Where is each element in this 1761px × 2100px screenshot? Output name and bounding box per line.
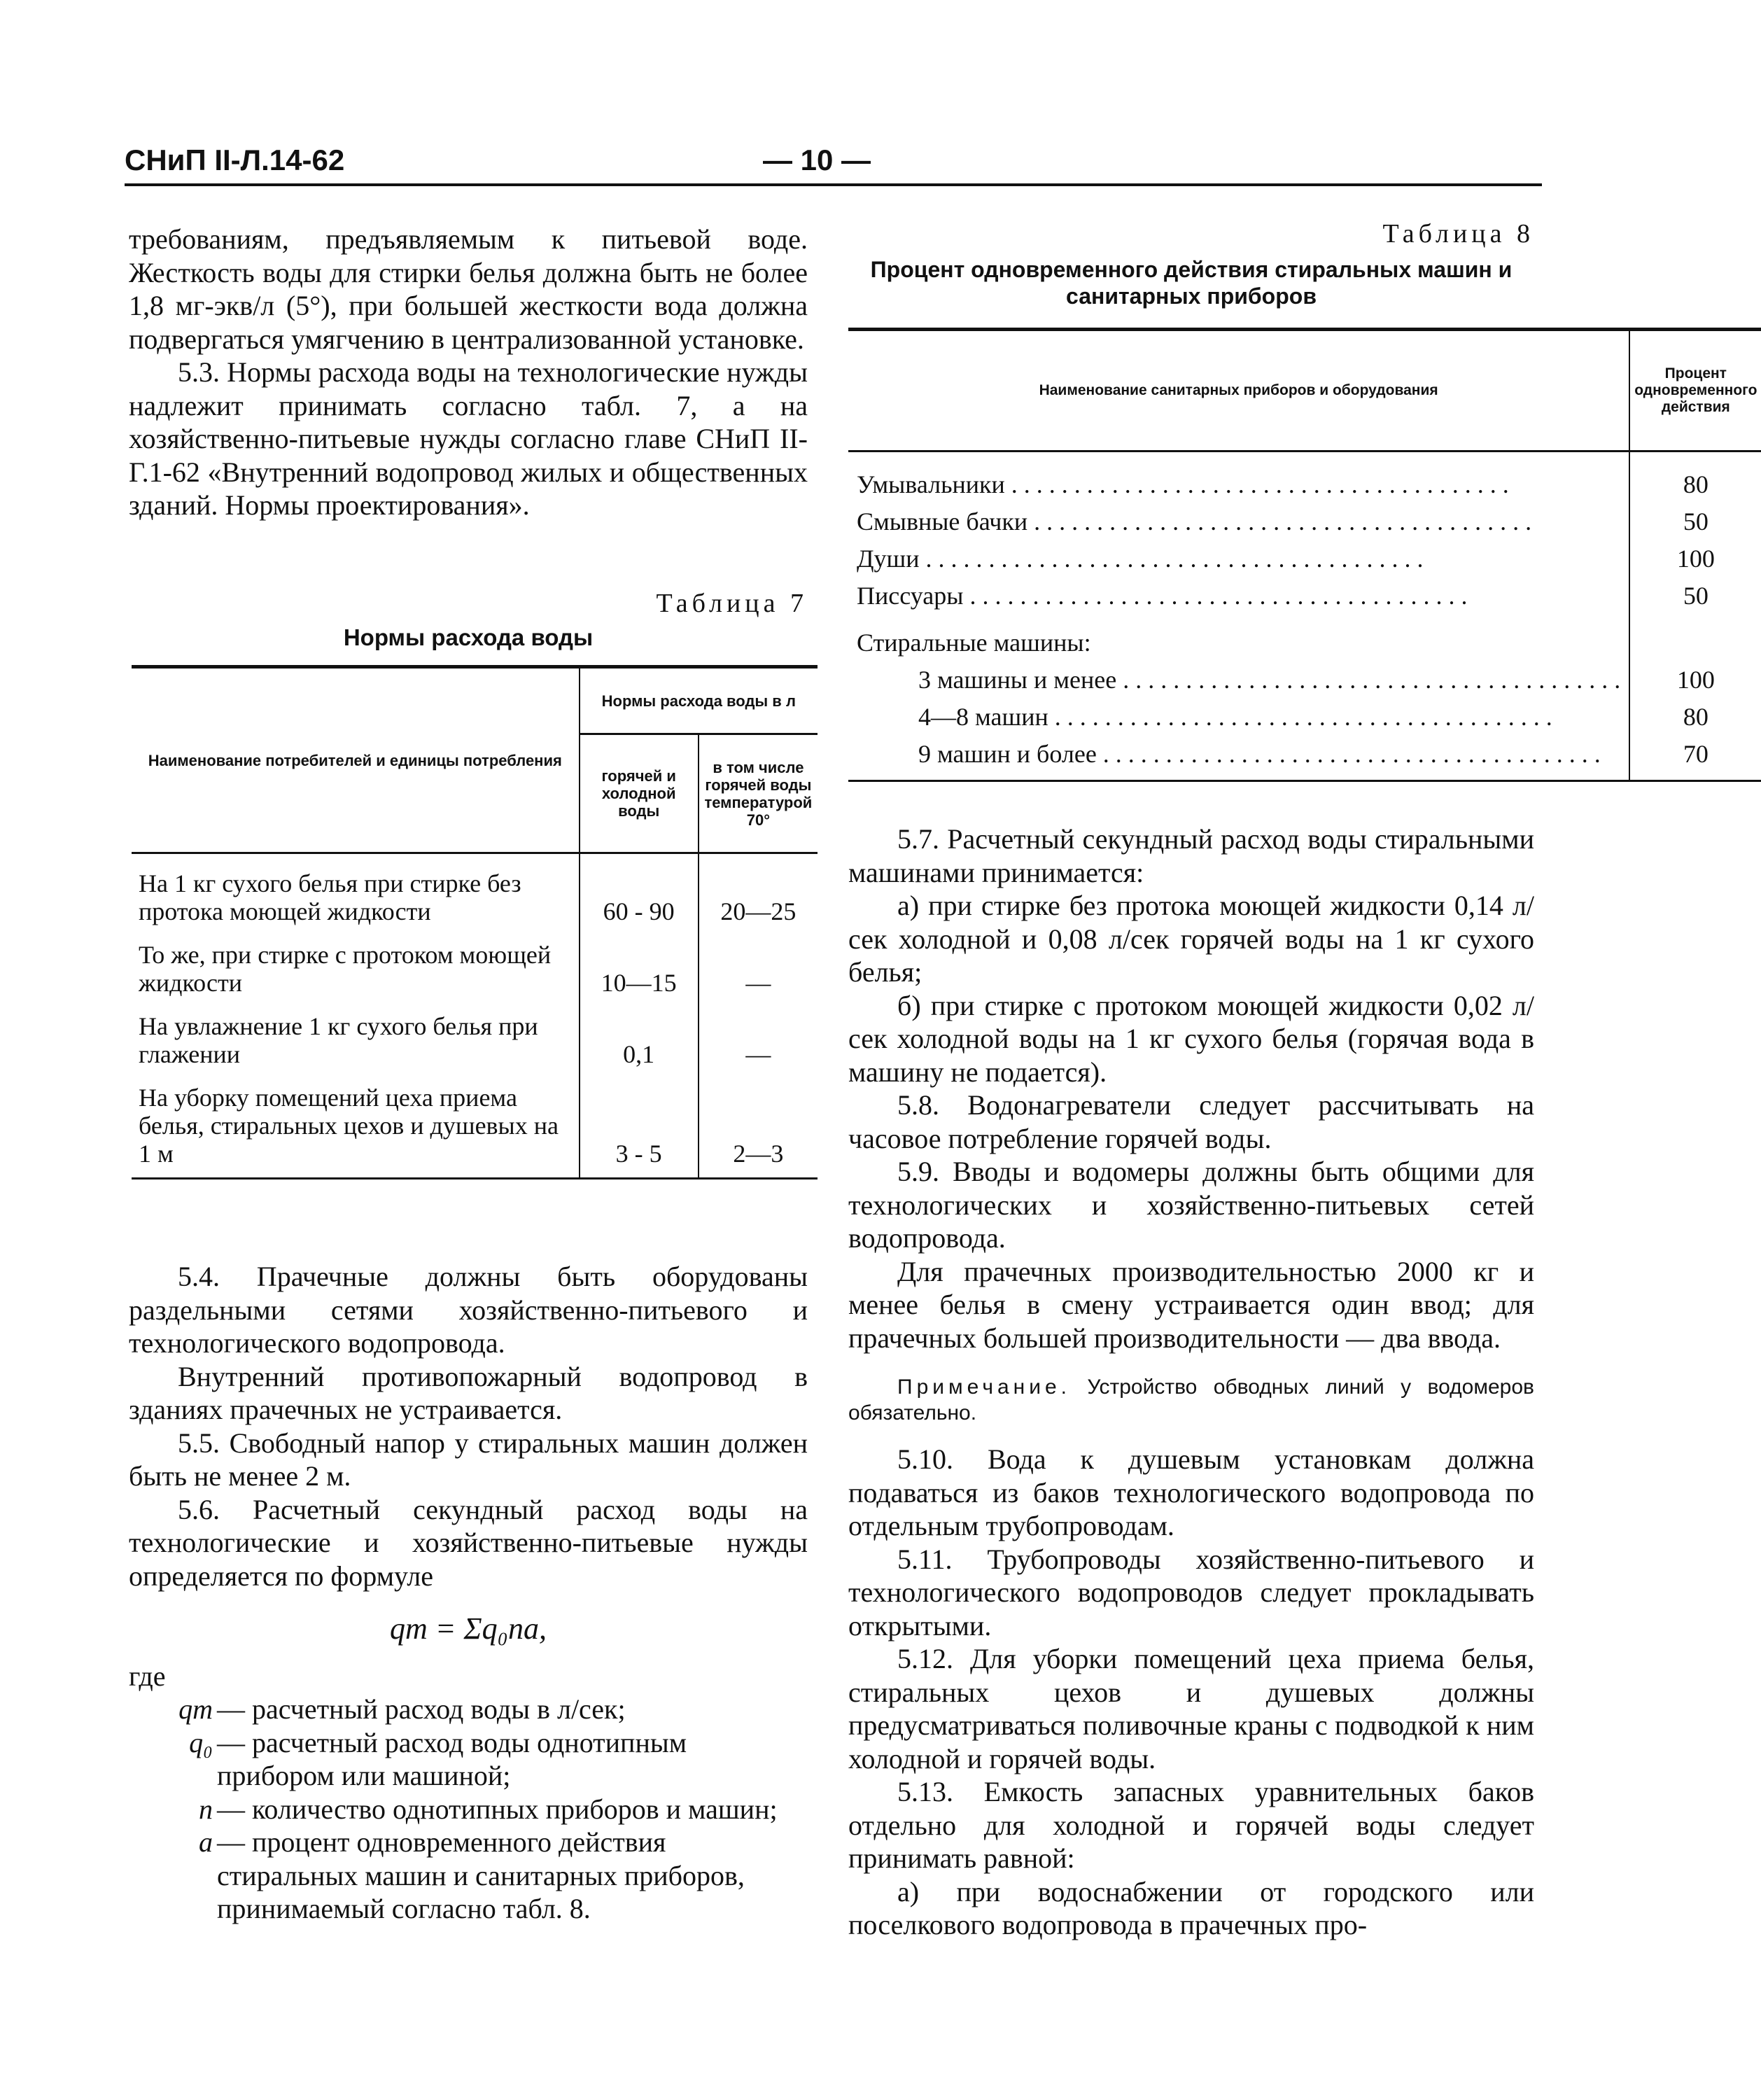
table-row <box>848 503 1761 540</box>
table7-head-name: Наименование потребителей и единицы потребления <box>132 667 580 853</box>
definition-text: — процент одновременного действия стиральных машин и санитарных приборов, принимаемый согласно табл. 8. <box>217 1826 745 1924</box>
note <box>848 1374 1534 1426</box>
table7-row-name: На уборку помещений цеха приема белья, стиральных цехов и душевых на 1 м <box>139 1084 559 1168</box>
definition-symbol: qт <box>178 1693 213 1725</box>
paragraph-5-7b: б) при стирке с протоком моющей жидкости 0,02 л/сек холодной воды на 1 кг сухого белья (горячая вода в машину не подается). <box>848 989 1534 1088</box>
right-column-lower <box>848 822 1534 1942</box>
table7-row-name: То же, при стирке с протоком моющей жидкости <box>139 941 552 997</box>
paragraph-5-13: 5.13. Емкость запасных уравнительных баков отдельно для холодной и горячей воды следует принимать равной: <box>848 1776 1534 1874</box>
definition-item <box>129 1793 808 1826</box>
table8-row-val: 50 <box>1683 582 1709 610</box>
table8-group-label: Стиральные машины: <box>848 615 1629 662</box>
paragraph-5-13a: а) при водоснабжении от городского или поселкового водопровода в прачечных про- <box>848 1875 1534 1940</box>
formula: qт = Σq₀na, <box>390 1611 547 1646</box>
table8-head-val: Процент одновременного действия <box>1629 330 1761 451</box>
table7-head-group: Нормы расхода воды в л <box>580 667 818 734</box>
definition-text: — расчетный расход воды однотипным прибором или машиной; <box>217 1726 687 1791</box>
table7-head-col1: горячей и холодной воды <box>580 734 699 853</box>
table7-row-v1: 10—15 <box>580 935 699 1007</box>
paragraph-5-12: 5.12. Для уборки помещений цеха приема белья, стиральных цехов и душевых должны предусматриваться поливочные краны с подводкой к ним холодной и горячей воды. <box>848 1643 1534 1774</box>
definition-text: — количество однотипных приборов и машин; <box>217 1793 778 1825</box>
left-column <box>129 223 808 522</box>
definition-symbol: n <box>199 1793 213 1825</box>
definition-item <box>129 1726 808 1793</box>
table7-row-v2: 2—3 <box>699 1078 818 1179</box>
where-label: где <box>129 1660 166 1692</box>
paragraph-5-3: 5.3. Нормы расхода воды на технологические нужды надлежит принимать согласно табл. 7, а на хозяйственно-питьевые нужды согласно главе СНиП II-Г.1-62 «Внутренний водопровод жилых и общественных зданий. Нормы проектирования». <box>129 356 808 521</box>
paragraph-5-7: 5.7. Расчетный секундный расход воды стиральными машинами принимается: <box>848 823 1534 888</box>
table8-row-val: 100 <box>1676 666 1715 694</box>
table-7 <box>132 665 818 1180</box>
table7-row-v2: — <box>745 1040 771 1068</box>
table-row <box>848 662 1761 699</box>
table8-row-val: 100 <box>1676 545 1715 573</box>
table8-row-val: 50 <box>1683 507 1709 536</box>
table-row <box>132 935 818 1007</box>
table-row <box>848 451 1761 504</box>
table7-caption: Таблица 7 <box>656 589 808 618</box>
definition-symbol: q₀ <box>189 1726 213 1758</box>
table8-caption: Таблица 8 <box>1382 219 1534 248</box>
table7-row-v2: — <box>745 969 771 997</box>
table8-row-name: Умывальники . . . <box>848 451 1629 504</box>
document-code: СНиП II-Л.14-62 <box>125 144 345 176</box>
table7-row-v1: 3 - 5 <box>580 1078 699 1179</box>
table-row <box>132 853 818 936</box>
table7-row-v1: 0,1 <box>580 1007 699 1078</box>
paragraph-5-4b: Внутренний противопожарный водопровод в зданиях прачечных не устраивается. <box>129 1360 808 1425</box>
paragraph-5-5: 5.5. Свободный напор у стиральных машин должен быть не менее 2 м. <box>129 1427 808 1492</box>
paragraph-5-9b: Для прачечных производительностью 2000 кг и менее белья в смену устраивается один ввод; для прачечных большей производительности — два ввода. <box>848 1255 1534 1354</box>
header-rule <box>125 183 1542 186</box>
table-row <box>848 540 1761 578</box>
table-row <box>848 615 1761 662</box>
note-label: Примечание. <box>897 1376 1071 1399</box>
left-column-lower <box>129 1260 808 1926</box>
table8-row-name: Души . . . <box>848 540 1629 578</box>
page-number: — 10 — <box>763 144 871 176</box>
table-row <box>132 1078 818 1179</box>
paragraph-5-7a: а) при стирке без протока моющей жидкости 0,14 л/сек холодной и 0,08 л/сек горячей воды на 1 кг сухого белья; <box>848 890 1534 988</box>
table-8 <box>848 328 1761 782</box>
paragraph-5-10: 5.10. Вода к душевым установкам должна подаваться из баков технологического водопровода по отдельным трубопроводам. <box>848 1443 1534 1541</box>
table7-row-name: На увлажнение 1 кг сухого белья при глажении <box>139 1012 538 1068</box>
table-row <box>848 736 1761 781</box>
table8-row-name: 3 машины и менее . . . <box>848 662 1629 699</box>
table8-row-name: Писсуары . . . <box>848 578 1629 615</box>
table8-row-name: Смывные бачки . . . <box>848 503 1629 540</box>
table-row <box>132 1007 818 1078</box>
paragraph-5-11: 5.11. Трубопроводы хозяйственно-питьевого и технологического водопроводов следует прокладывать открытыми. <box>848 1543 1534 1642</box>
table8-row-val: 80 <box>1683 470 1709 498</box>
paragraph-5-9: 5.9. Вводы и водомеры должны быть общими для технологических и хозяйственно-питьевых сетей водопровода. <box>848 1156 1534 1254</box>
definition-symbol: a <box>199 1826 213 1858</box>
table8-row-name: 9 машин и более . . . <box>848 736 1629 781</box>
paragraph-5-6: 5.6. Расчетный секундный расход воды на технологические и хозяйственно-питьевые нужды определяется по формуле <box>129 1493 808 1592</box>
table7-title: Нормы расхода воды <box>343 624 594 650</box>
table8-title: Процент одновременного действия стиральных машин и санитарных приборов <box>870 257 1513 309</box>
table7-head-col2: в том числе горячей воды температурой 70° <box>699 734 818 853</box>
note-text: Устройство обводных линий у водомеров обязательно. <box>848 1376 1534 1424</box>
table-row <box>848 699 1761 736</box>
table8-row-name: 4—8 машин . . . <box>848 699 1629 736</box>
table7-row-v2: 20—25 <box>720 897 797 925</box>
table8-row-val: 80 <box>1683 703 1709 731</box>
definition-text: — расчетный расход воды в л/сек; <box>217 1693 626 1725</box>
table7-row-name: На 1 кг сухого белья при стирке без протока моющей жидкости <box>139 869 521 925</box>
table8-row-val: 70 <box>1629 736 1761 781</box>
table8-head-name: Наименование санитарных приборов и оборудования <box>848 330 1629 451</box>
paragraph-continuation: требованиям, предъявляемым к питьевой воде. Жесткость воды для стирки белья должна быть не более 1,8 мг-экв/л (5°), при большей жесткости вода должна подвергаться умягчению в централизованной установке. <box>129 223 808 355</box>
definition-item <box>129 1693 808 1726</box>
table-row <box>848 578 1761 615</box>
paragraph-5-4: 5.4. Прачечные должны быть оборудованы раздельными сетями хозяйственно-питьевого и технологического водопровода. <box>129 1261 808 1359</box>
paragraph-5-8: 5.8. Водонагреватели следует рассчитывать на часовое потребление горячей воды. <box>848 1089 1534 1154</box>
table7-row-v1: 60 - 90 <box>580 853 699 936</box>
definition-item <box>129 1826 808 1926</box>
